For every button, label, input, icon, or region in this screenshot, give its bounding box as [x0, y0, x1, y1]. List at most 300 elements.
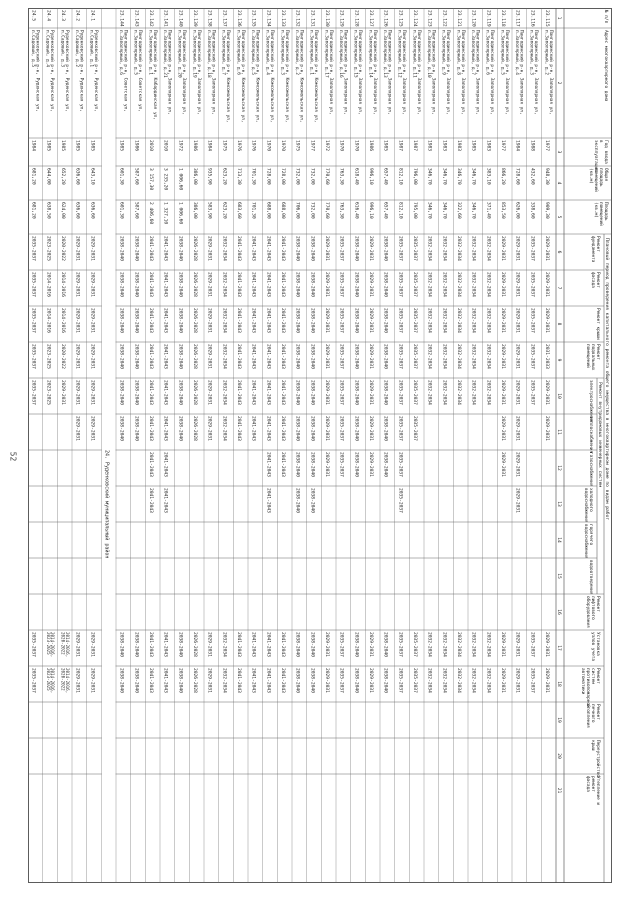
row-cell: 2041-2043	[162, 272, 168, 297]
row-cell: 2031-2033	[544, 344, 550, 369]
header-col12: газоснабжения	[588, 452, 593, 487]
row-address: Пангодинский р-н, Заполярная ул,п.Заполярный, д.21	[161, 30, 172, 115]
row-address: Пангодинский р-н, Комсомольская ул,п.Заполярный, д.2	[293, 30, 304, 123]
row-cell: 2029-2031	[544, 668, 550, 693]
row-cell: 2035-2037	[529, 380, 535, 405]
header-col2: Адрес многоквартирного дома	[603, 30, 608, 102]
row-cell: 2038-2040	[294, 380, 300, 405]
row-cell: 2032-2034	[456, 344, 462, 369]
row-cell: 2026-2028	[192, 236, 198, 261]
row-number: 23.135	[250, 10, 256, 27]
row-cell: 2029-2031	[500, 308, 506, 333]
row-cell: 770,60	[324, 202, 330, 219]
row-cell: 2038-2040	[118, 236, 124, 261]
row-cell: 2035-2037	[397, 632, 403, 657]
row-cell: 2038-2040	[353, 380, 359, 405]
row-cell: 2038-2040	[294, 344, 300, 369]
row-cell: 371,40	[485, 202, 491, 219]
row-cell: 2029-2031	[324, 416, 330, 441]
row-cell: 2041-2043	[265, 236, 271, 261]
row-cell: 2014-2016,2020-2022	[60, 668, 70, 694]
row-cell: 2041-2043	[250, 632, 256, 657]
row-cell: 2035-2037	[397, 272, 403, 297]
row-cell: 2032-2034	[426, 344, 432, 369]
row-total-area: 713,30	[236, 168, 242, 185]
header-number-2: 2	[556, 81, 561, 85]
row-total-area: 732,00	[309, 168, 315, 185]
row-cell: 2029-2031	[74, 344, 80, 369]
header-col21: Утепление иремонтфасада	[585, 776, 600, 806]
row-year: 1977	[309, 140, 315, 152]
row-cell: 2035-2037	[397, 380, 403, 405]
row-cell: 2032-2034	[221, 344, 227, 369]
row-cell: 2035-2037	[338, 668, 344, 693]
row-cell: 2041-2043	[162, 308, 168, 333]
row-cell: 2041-2043	[162, 632, 168, 657]
row-cell: 2038-2040	[133, 380, 139, 405]
row-cell: 2038-2040	[382, 668, 388, 693]
row-cell: 2035-2037	[338, 344, 344, 369]
row-cell: 2038-2040	[309, 452, 315, 477]
row-address: Пангодинский р-н, Заполярная ул,п.Заполярный, д.12	[396, 30, 407, 115]
row-cell: 2035-2037	[30, 632, 36, 657]
header-col6: Ремонтфундамента	[590, 236, 600, 263]
row-number: 23.138	[206, 10, 212, 27]
header-number-18: 18	[556, 681, 561, 687]
row-cell: 701,30	[250, 202, 256, 219]
row-cell: 2038-2040	[118, 308, 124, 333]
row-address: Пангодинский р-н, Заполярная ул,п.Заполярный, д.18	[205, 30, 216, 115]
row-cell: 2041-2043	[162, 668, 168, 693]
row-cell: 2038-2040	[382, 308, 388, 333]
row-cell: 638,50	[45, 202, 51, 219]
header-number-21: 21	[556, 787, 561, 794]
row-cell: 2029-2031	[514, 632, 520, 657]
row-cell: 2041-2043	[265, 308, 271, 333]
row-number: 23.142	[148, 10, 154, 27]
row-cell: 2038-2040	[177, 668, 183, 693]
header-number-8: 8	[556, 322, 561, 326]
row-cell: 2038-2040	[353, 308, 359, 333]
row-number: 23.129	[338, 10, 344, 27]
row-number: 23.130	[324, 10, 330, 27]
header-number-3: 3	[556, 150, 561, 154]
row-cell: 2041-2043	[162, 380, 168, 405]
row-cell: 2041-2043	[236, 236, 242, 261]
row-cell: 2029-2031	[514, 488, 520, 513]
row-cell: 601,30	[118, 202, 124, 219]
row-cell: 2038-2040	[309, 416, 315, 441]
section-title: 24. Руденковский муниципальный район	[103, 450, 110, 559]
row-number: 23.140	[177, 10, 183, 27]
row-cell: 2041-2043	[148, 344, 154, 369]
row-cell: 688,00	[265, 202, 271, 219]
row-cell: 2035-2037	[338, 380, 344, 405]
row-cell: 2038-2040	[309, 272, 315, 297]
row-cell: 2032-2034	[441, 236, 447, 261]
row-number: 23.124	[412, 10, 418, 27]
row-cell: 2038-2040	[294, 308, 300, 333]
row-cell: 2032-2034	[426, 668, 432, 693]
row-year: 1972	[177, 140, 183, 152]
row-number: 24.4	[45, 10, 51, 22]
row-cell: 2029-2031	[514, 380, 520, 405]
row-cell: 2041-2043	[148, 308, 154, 333]
row-cell: 2029-2031	[368, 272, 374, 297]
header-group-title: Плановый период проведения капитального ремонта общего имущества в многоквартирном доме по видам работ	[604, 238, 609, 521]
row-year: 1986	[368, 140, 374, 152]
row-cell: 2029-2031	[500, 668, 506, 693]
row-cell: 2041-2043	[265, 416, 271, 441]
row-cell: 2029-2031	[544, 308, 550, 333]
row-cell: 688,00	[280, 202, 286, 219]
row-cell: 2029-2031	[368, 344, 374, 369]
row-cell: 616,40	[353, 202, 359, 219]
row-cell: 2038-2040	[353, 272, 359, 297]
row-cell: 2029-2031	[89, 416, 95, 441]
header-col11: теплоснабжения	[588, 416, 593, 454]
row-cell: 2029-2031	[544, 416, 550, 441]
row-year: 1976	[250, 140, 256, 152]
row-year: 1986	[192, 140, 198, 152]
row-cell: 2035-2037	[529, 632, 535, 657]
row-total-area: 3 235,20	[162, 168, 168, 191]
row-cell: 2041-2043	[162, 488, 168, 513]
row-cell: 2029-2031	[324, 632, 330, 657]
row-cell: 2041-2043	[148, 380, 154, 405]
row-year: 1977	[544, 140, 550, 152]
row-number: 23.117	[514, 10, 520, 27]
row-cell: 2038-2040	[177, 632, 183, 657]
row-cell: 338,60	[529, 202, 535, 219]
header-number-19: 19	[556, 717, 561, 723]
row-cell: 706,00	[294, 202, 300, 219]
row-total-area: 701,30	[250, 168, 256, 185]
row-year: 1975	[221, 140, 227, 152]
row-cell: 623,20	[221, 202, 227, 219]
row-number: 23.123	[426, 10, 432, 27]
row-number: 24.3	[60, 10, 66, 22]
row-cell: 2041-2043	[148, 416, 154, 441]
row-address: Пангодинский р-н, Заполярная ул,п.Заполярный, д.2	[543, 30, 553, 115]
row-address: Пангодинский р-н, Заполярная ул,п.Заполярный, д.20	[176, 30, 187, 115]
row-cell: 2038-2040	[177, 308, 183, 333]
row-cell: 2029-2031	[74, 668, 80, 693]
row-total-area: 996,10	[368, 168, 374, 185]
row-cell: 346,70	[470, 202, 476, 219]
row-number: 23.118	[500, 10, 506, 27]
row-cell: 2041-2043	[250, 272, 256, 297]
row-cell: 2038-2040	[133, 272, 139, 297]
row-cell: 2038-2040	[133, 416, 139, 441]
row-cell: 2029-2031	[206, 668, 212, 693]
row-cell: 2032-2034	[485, 308, 491, 333]
header-number-1: 1	[556, 16, 561, 20]
row-cell: 853,50	[500, 202, 506, 219]
row-cell: 2038-2040	[294, 452, 300, 477]
row-cell: 2032-2034	[470, 308, 476, 333]
row-total-area: 346,70	[470, 168, 476, 185]
row-cell: 2029-2031	[368, 416, 374, 441]
row-cell: 2041-2043	[148, 272, 154, 297]
row-cell: 2035-2037	[30, 236, 36, 261]
row-total-area: 935,90	[206, 168, 212, 185]
row-cell: 2035-2037	[397, 668, 403, 693]
row-cell: 2038-2040	[353, 452, 359, 477]
row-year: 1987	[397, 140, 403, 152]
row-cell: 2035-2037	[397, 308, 403, 333]
row-cell: 2038-2040	[382, 416, 388, 441]
row-cell: 2020-2022	[60, 344, 66, 369]
row-total-area: 728,00	[265, 168, 271, 185]
row-cell: 1 006,60	[177, 202, 183, 225]
row-total-area: 732,00	[294, 168, 300, 185]
row-cell: 2038-2040	[294, 632, 300, 657]
row-cell: 2035-2037	[412, 344, 418, 369]
row-cell: 2038-2040	[118, 344, 124, 369]
row-total-area: 681,20	[30, 168, 36, 185]
row-cell: 2029-2031	[500, 416, 506, 441]
row-cell: 2014-2016	[60, 272, 66, 297]
row-cell: 683,60	[236, 202, 242, 219]
row-cell: 2038-2040	[309, 632, 315, 657]
row-cell: 636,60	[74, 202, 80, 219]
row-cell: 2038-2040	[133, 236, 139, 261]
row-cell: 2035-2037	[412, 380, 418, 405]
row-cell: 2038-2040	[353, 344, 359, 369]
row-cell: 2041-2043	[236, 668, 242, 693]
row-cell: 2035-2037	[529, 272, 535, 297]
row-cell: 2038-2040	[294, 272, 300, 297]
row-total-area: 587,60	[133, 168, 139, 185]
row-total-area: 636,60	[74, 168, 80, 185]
row-cell: 2035-2037	[397, 236, 403, 261]
row-cell: 2041-2043	[162, 236, 168, 261]
row-cell: 2041-2043	[280, 236, 286, 261]
row-cell: 2032-2034	[426, 380, 432, 405]
row-cell: 386,00	[192, 202, 198, 219]
row-address: Пангодинский р-н, Заполярная ул,п.Заполярный, д.16	[337, 30, 348, 115]
row-cell: 2041-2043	[162, 452, 168, 477]
row-cell: 2038-2040	[118, 668, 124, 693]
row-cell: 2038-2040	[382, 632, 388, 657]
row-address: Пангодинский р-н, Комсомольская ул,п.Заполярный, д.7	[220, 30, 231, 123]
row-cell: 2038-2040	[382, 272, 388, 297]
row-cell: 2038-2040	[118, 416, 124, 441]
row-total-area: 346,70	[426, 168, 432, 185]
row-address: Пангодинский р-н, Заполярная ул,п.Заполярный, д.4	[513, 30, 524, 115]
row-cell: 2041-2043	[265, 452, 271, 477]
row-cell: 2029-2031	[324, 308, 330, 333]
row-total-area: 657,40	[382, 168, 388, 185]
header-number-17: 17	[556, 645, 561, 651]
row-year: 1970	[338, 140, 344, 152]
row-cell: 2029-2031	[500, 452, 506, 477]
row-year: 1970	[265, 140, 271, 152]
row-cell: 2029-2031	[89, 380, 95, 405]
row-address: Пангодинский р-н, Комсомольская ул,п.Заполярный, д.3	[279, 30, 289, 123]
header-number-10: 10	[556, 393, 561, 399]
row-address: Пангодинский р-н, Комсомольская ул,п.Заполярный, д.1	[308, 30, 319, 123]
row-address: Пангодинский р-н, Заполярная ул,п.Заполярный, д.6	[484, 30, 495, 115]
header-col14: горячеговодоснабжения	[583, 524, 593, 559]
row-cell: 2029-2031	[500, 632, 506, 657]
row-cell: 2029-2031	[544, 380, 550, 405]
row-cell: 2029-2031	[368, 308, 374, 333]
row-cell: 2041-2043	[236, 632, 242, 657]
row-year: 1984	[514, 140, 520, 152]
row-cell: 2032-2034	[485, 344, 491, 369]
row-year: 1984	[206, 140, 212, 152]
row-cell: 681,20	[30, 202, 36, 219]
row-cell: 2038-2040	[177, 272, 183, 297]
row-cell: 587,60	[133, 202, 139, 219]
row-cell: 763,30	[338, 202, 344, 219]
row-cell: 322,60	[456, 202, 462, 219]
row-address: Пангодинский р-н, Заполярная ул,п.Заполярный, д.15	[352, 30, 363, 115]
header-col7: Ремонтфасада	[590, 272, 600, 288]
row-cell: 2041-2043	[280, 272, 286, 297]
row-number: 23.131	[309, 10, 315, 27]
row-cell: 2032-2034	[470, 272, 476, 297]
row-total-area: 812,10	[397, 168, 403, 185]
page-number: 52	[8, 451, 18, 462]
row-number: 23.119	[485, 10, 491, 27]
row-cell: 2035-2037	[30, 308, 36, 333]
row-number: 24.5	[30, 10, 36, 22]
row-cell: 2035-2037	[412, 236, 418, 261]
row-cell: 2038-2040	[309, 236, 315, 261]
row-cell: 2029-2031	[368, 380, 374, 405]
row-cell: 2029-2031	[206, 632, 212, 657]
row-cell: 2035-2037	[412, 308, 418, 333]
row-cell: 2029-2031	[514, 236, 520, 261]
row-cell: 2035-2037	[338, 236, 344, 261]
row-cell: 2038-2040	[294, 668, 300, 693]
row-address: Руденковский р-н, Руденская ул,п.Садовый, д.4	[44, 30, 55, 112]
header-number-6: 6	[556, 250, 561, 254]
row-cell: 626,00	[514, 202, 520, 219]
row-total-area: 763,30	[338, 168, 344, 185]
row-number: 23.134	[265, 10, 271, 27]
row-total-area: 652,20	[60, 168, 66, 185]
row-cell: 2029-2031	[500, 380, 506, 405]
row-cell: 2038-2040	[353, 668, 359, 693]
row-year: 1970	[353, 140, 359, 152]
row-cell: 2038-2040	[309, 380, 315, 405]
header-col10: электроснабжения	[588, 380, 593, 423]
row-address: Пангодинский р-н, Комсомольская ул,п.Заполярный, д.5	[249, 30, 260, 123]
row-year: 1984	[30, 140, 36, 152]
row-cell: 2035-2037	[30, 380, 36, 405]
row-cell: 2029-2031	[324, 272, 330, 297]
row-cell: 2026-2028	[192, 380, 198, 405]
row-year: 2010	[162, 140, 168, 152]
row-cell: 2041-2043	[280, 668, 286, 693]
row-cell: 2032-2034	[470, 668, 476, 693]
row-cell: 2032-2034	[441, 308, 447, 333]
row-cell: 2035-2037	[412, 416, 418, 441]
row-cell: 2029-2031	[544, 632, 550, 657]
row-cell: 2029-2031	[514, 344, 520, 369]
row-cell: 2029-2031	[89, 344, 95, 369]
row-cell: 2023-2025	[45, 380, 51, 405]
row-total-area: 601,30	[118, 168, 124, 185]
row-address: Пангодинский р-н, Заполярная ул,п.Заполярный, д.5	[499, 30, 509, 115]
row-cell: 2038-2040	[309, 668, 315, 693]
row-cell: 2038-2040	[309, 344, 315, 369]
header-col18: Ремонтсистемпротивопожарнойавтоматики	[580, 668, 600, 708]
row-cell: 2032-2034	[456, 632, 462, 657]
header-number-9: 9	[556, 358, 561, 362]
row-address: Руденковский р-н, Руденская ул,п.Садовый, д.2	[73, 30, 84, 112]
row-cell: 2032-2034	[221, 272, 227, 297]
row-cell: 2029-2031	[74, 236, 80, 261]
row-cell: 2038-2040	[177, 236, 183, 261]
row-cell: 996,10	[368, 202, 374, 219]
row-cell: 2035-2037	[30, 668, 36, 693]
row-cell: 732,00	[309, 202, 315, 219]
row-total-area: 623,20	[221, 168, 227, 185]
header-number-5: 5	[556, 215, 561, 219]
row-cell: 2038-2040	[294, 236, 300, 261]
row-cell: 2038-2040	[118, 272, 124, 297]
row-cell: 2038-2040	[382, 344, 388, 369]
row-cell: 2035-2037	[412, 632, 418, 657]
row-number: 23.132	[294, 10, 300, 27]
row-cell: 2035-2037	[30, 272, 36, 297]
row-cell: 2029-2031	[74, 272, 80, 297]
row-cell: 2035-2037	[338, 452, 344, 477]
row-number: 23.127	[368, 10, 374, 27]
row-cell: 2014-2016,2020-2022	[60, 632, 70, 658]
row-cell: 583,90	[206, 202, 212, 219]
capital-repair-table	[28, 8, 612, 883]
row-cell: 2 406,60	[148, 202, 154, 225]
row-year: 1972	[324, 140, 330, 152]
row-total-area: 866,20	[500, 168, 506, 185]
row-address: Пангодинский р-н, Заполярная ул,п.Заполярный, д.11	[411, 30, 421, 115]
row-address: Пангодинский р-н, Заполярная ул,п.Заполярный, д.8	[455, 30, 465, 115]
row-cell: 2029-2031	[89, 668, 95, 693]
row-cell: 795,00	[412, 202, 418, 219]
row-cell: 2038-2040	[177, 416, 183, 441]
row-year: 1985	[60, 140, 66, 152]
row-cell: 2032-2034	[485, 668, 491, 693]
row-total-area: 346,70	[456, 168, 462, 185]
header-col1: № п/п	[603, 10, 608, 24]
row-cell: 2014-2016	[45, 272, 51, 297]
row-total-area: 1 006,60	[177, 168, 183, 191]
row-cell: 2041-2043	[250, 416, 256, 441]
row-number: 23.125	[397, 10, 403, 27]
row-address: Пангодинский р-н, Комсомольская ул,п.Заполярный, д.6	[235, 30, 245, 123]
row-cell: 2029-2031	[324, 452, 330, 477]
row-cell: 2029-2031	[514, 668, 520, 693]
row-cell: 2029-2031	[368, 236, 374, 261]
row-cell: 2041-2043	[236, 380, 242, 405]
row-cell: 2029-2031	[514, 416, 520, 441]
row-cell: 2032-2034	[456, 668, 462, 693]
row-cell: 2041-2043	[280, 344, 286, 369]
row-cell: 2035-2037	[397, 344, 403, 369]
row-number: 23.141	[162, 10, 168, 27]
row-number: 23.128	[353, 10, 359, 27]
row-cell: 2041-2043	[250, 344, 256, 369]
row-cell: 2041-2043	[280, 452, 286, 477]
row-cell: 2032-2034	[426, 308, 432, 333]
row-cell: 2029-2031	[368, 632, 374, 657]
